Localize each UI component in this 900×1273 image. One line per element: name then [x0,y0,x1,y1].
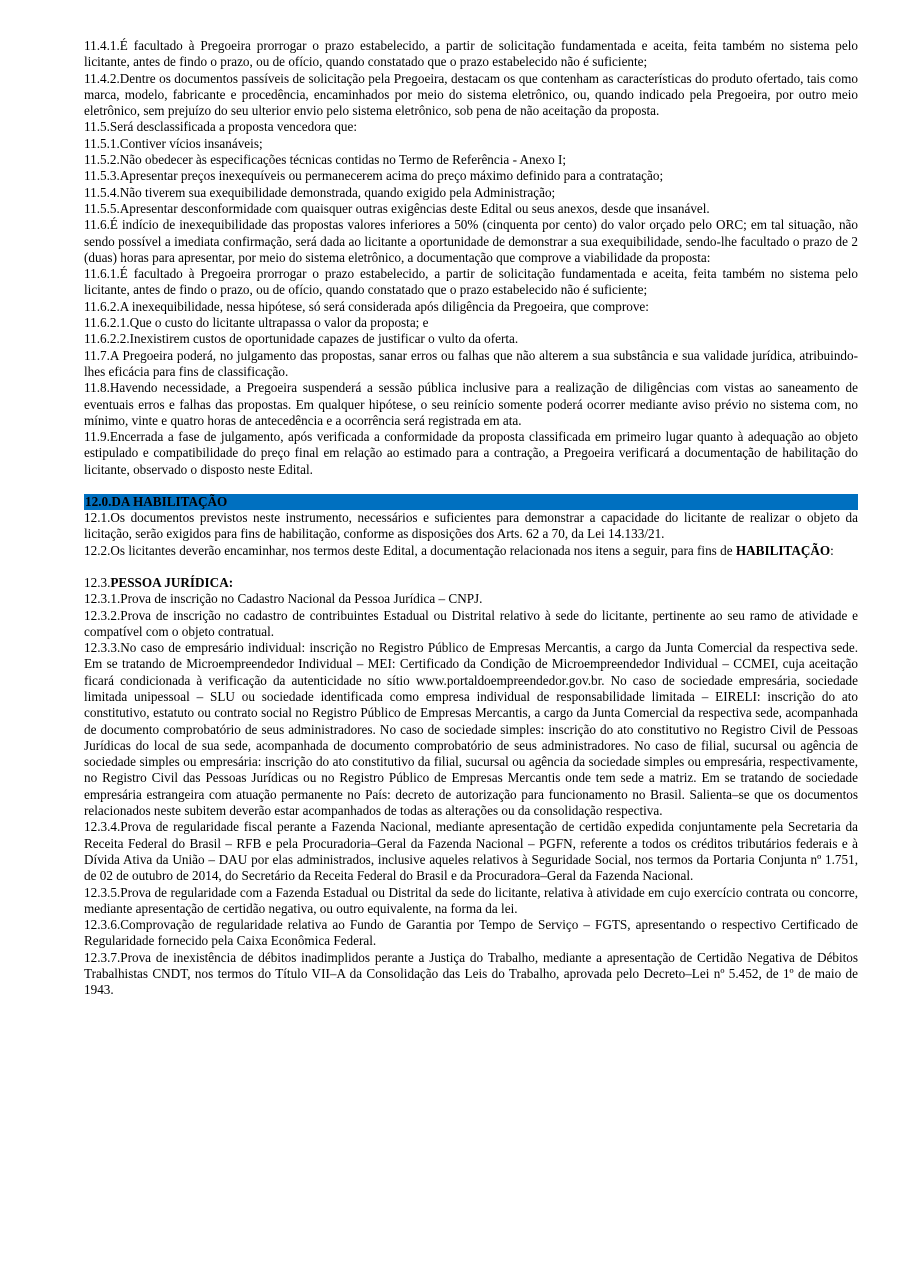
section-11-paragraphs [84,38,858,478]
paragraph-12-3-num: 12.3. [84,574,111,590]
paragraph-11-5: 11.5.Será desclassificada a proposta vencedora que: [84,119,358,135]
paragraph-11-5-2: 11.5.2.Não obedecer às especificações técnicas contidas no Termo de Referência - Anexo I; [84,152,567,168]
spacer [84,478,858,494]
paragraph-12-3-6: 12.3.6.Comprovação de regularidade relativa ao Fundo de Garantia por Tempo de Serviço – FGTS, apresentando o respectivo Certificado de Regularidade fornecido pela Caixa Econômica Federal. [84,917,858,949]
paragraph-12-3-7: 12.3.7.Prova de inexistência de débitos inadimplidos perante a Justiça do Trabalho, mediante a apresentação de Certidão Negativa de Débitos Trabalhistas CNDT, nos termos do Título VII–A da Consolidação das Leis do Trabalho, aprovada pelo Decreto–Lei nº 5.452, de 1º de maio de 1943. [84,949,858,998]
paragraph-11-9: 11.9.Encerrada a fase de julgamento, após verificada a conformidade da proposta classificada em primeiro lugar quanto à adequação ao objeto estipulado e compatibilidade do preço final em relação ao estimado para a contração, a Pregoeira verificará a documentação de habilitação do licitante, observado o disposto neste Edital. [84,429,858,477]
paragraph-11-6-2-1: 11.6.2.1.Que o custo do licitante ultrapassa o valor da proposta; e [84,315,429,331]
section-heading-text: 12.0.DA HABILITAÇÃO [85,494,228,510]
spacer [84,559,858,575]
paragraph-12-2-bold: HABILITAÇÃO [735,542,831,558]
paragraph-11-4-2: 11.4.2.Dentre os documentos passíveis de solicitação pela Pregoeira, destacam os que contenham as características do produto ofertado, tais como marca, modelo, fabricante e procedência, encaminhados por meio do sistema eletrônico, ou, quando indicado pela Pregoeira, por outro meio eletrônico, sem prejuízo do seu ulterior envio pelo sistema eletrônico, sob pena de não aceitação da proposta. [84,70,858,119]
paragraph-12-3-3: 12.3.3.No caso de empresário individual: inscrição no Registro Público de Empresas Mercantis, a cargo da Junta Comercial da respectiva sede. Em se tratando de Microempreendedor Individual – MEI: Certificado da Condição de Microempreendedor Individual – CCMEI, cuja aceitação ficará condicionada à verificação da autenticidade no sítio www.portaldoempreendedor.gov.br. No caso de sociedade empresária, sociedade limitada unipessoal – SLU ou sociedade identificada como empresa individual de responsabilidade limitada – EIRELI: inscrição do ato constitutivo, estatuto ou contrato social no Registro Público de Empresas Mercantis, a cargo da Junta Comercial da respectiva sede, acompanhada de documento comprobatório de seus administradores. No caso de sociedade simples: inscrição do ato constitutivo no Registro Civil de Pessoas Jurídicas do local de sua sede, acompanhada de documento comprobatório de seus administradores. No caso de filial, sucursal ou agência de sociedade simples ou empresária: inscrição do ato constitutivo da filial, sucursal ou agência da sociedade simples ou empresária, respectivamente, no Registro Civil das Pessoas Jurídicas ou no Registro Público de Empresas Mercantis onde tem sede a matriz. Em se tratando de sociedade empresária estrangeira com atuação permanente no País: decreto de autorização para funcionamento no Brasil. Salienta–se que os documentos relacionados neste subitem deverão estar acompanhados de todas as alterações ou da consolidação respectiva. [84,640,858,819]
section-heading-habilitacao [84,494,858,510]
paragraph-12-3 [84,575,858,591]
paragraph-11-6-1: 11.6.1.É facultado à Pregoeira prorrogar o prazo estabelecido, a partir de solicitação fundamentada e aceita, feita também no sistema pelo licitante, antes de findo o prazo, ou de ofício, quando constatado que o prazo estabelecido não é suficiente; [84,266,858,298]
paragraph-12-3-1: 12.3.1.Prova de inscrição no Cadastro Nacional da Pessoa Jurídica – CNPJ. [84,591,483,607]
paragraph-11-6: 11.6.É indício de inexequibilidade das propostas valores inferiores a 50% (cinquenta por cento) do valor orçado pelo ORC; em tal situação, não sendo possível a imediata confirmação, será dada ao licitante a oportunidade de demonstrar a sua exequibilidade, sendo-lhe facultado o prazo de 2 (duas) horas para apresentar, por meio do sistema eletrônico, a documentação que comprove a viabilidade da proposta: [84,217,858,265]
paragraph-11-4-1: 11.4.1.É facultado à Pregoeira prorrogar o prazo estabelecido, a partir de solicitação fundamentada e aceita, feita também no sistema pelo licitante, antes de findo o prazo, ou de ofício, quando constatado que o prazo estabelecido não é suficiente; [84,38,858,70]
paragraph-12-3-2: 12.3.2.Prova de inscrição no cadastro de contribuintes Estadual ou Distrital relativo à sede do licitante, pertinente ao seu ramo de atividade e compatível com o objeto contratual. [84,607,858,639]
paragraph-12-3-title: PESSOA JURÍDICA: [110,574,234,590]
paragraph-11-7: 11.7.A Pregoeira poderá, no julgamento das propostas, sanar erros ou falhas que não alterem a sua substância e sua validade jurídica, atribuindo-lhes eficácia para fins de classificação. [84,347,858,379]
paragraph-12-3-5: 12.3.5.Prova de regularidade com a Fazenda Estadual ou Distrital da sede do licitante, relativa à atividade em cujo exercício contrata ou concorre, mediante apresentação de certidão negativa, ou outro equivalente, na forma da lei. [84,884,858,916]
section-12-3-paragraphs [84,591,858,998]
paragraph-11-5-3: 11.5.3.Apresentar preços inexequíveis ou permanecerem acima do preço máximo definido para a contratação; [84,168,664,184]
paragraph-12-2-end: : [830,542,834,558]
document-page [84,38,858,999]
paragraph-12-2-text: 12.2.Os licitantes deverão encaminhar, nos termos deste Edital, a documentação relacionada nos itens a seguir, para fins de [84,542,736,558]
paragraph-11-6-2-2: 11.6.2.2.Inexistirem custos de oportunidade capazes de justificar o vulto da oferta. [84,331,519,347]
paragraph-11-5-1: 11.5.1.Contiver vícios insanáveis; [84,135,263,151]
paragraph-11-5-5: 11.5.5.Apresentar desconformidade com quaisquer outras exigências deste Edital ou seus anexos, desde que insanável. [84,200,710,216]
paragraph-11-5-4: 11.5.4.Não tiverem sua exequibilidade demonstrada, quando exigido pela Administração; [84,184,556,200]
paragraph-11-8: 11.8.Havendo necessidade, a Pregoeira suspenderá a sessão pública inclusive para a realização de diligências com vistas ao saneamento de eventuais erros e falhas das propostas. Em qualquer hipótese, o seu reinício somente poderá ocorrer mediante aviso prévio no sistema com, no mínimo, vinte e quatro horas de antecedência e a ocorrência será registrada em ata. [84,380,858,428]
paragraph-11-6-2: 11.6.2.A inexequibilidade, nessa hipótese, só será considerada após diligência da Pregoeira, que comprove: [84,298,649,314]
paragraph-12-1: 12.1.Os documentos previstos neste instrumento, necessários e suficientes para demonstrar a capacidade do licitante de realizar o objeto da licitação, serão exigidos para fins de habilitação, conforme as disposições dos Arts. 62 a 70, da Lei 14.133/21. [84,510,858,542]
paragraph-12-2 [84,543,858,559]
paragraph-12-3-4: 12.3.4.Prova de regularidade fiscal perante a Fazenda Nacional, mediante apresentação de certidão expedida conjuntamente pela Secretaria da Receita Federal do Brasil – RFB e pela Procuradoria–Geral da Fazenda Nacional – PGFN, referente a todos os créditos tributários federais e à Dívida Ativa da União – DAU por elas administrados, inclusive aqueles relativos à Seguridade Social, nos termos da Portaria Conjunta nº 1.751, de 02 de outubro de 2014, do Secretário da Receita Federal do Brasil e da Procuradora–Geral da Fazenda Nacional. [84,819,858,884]
